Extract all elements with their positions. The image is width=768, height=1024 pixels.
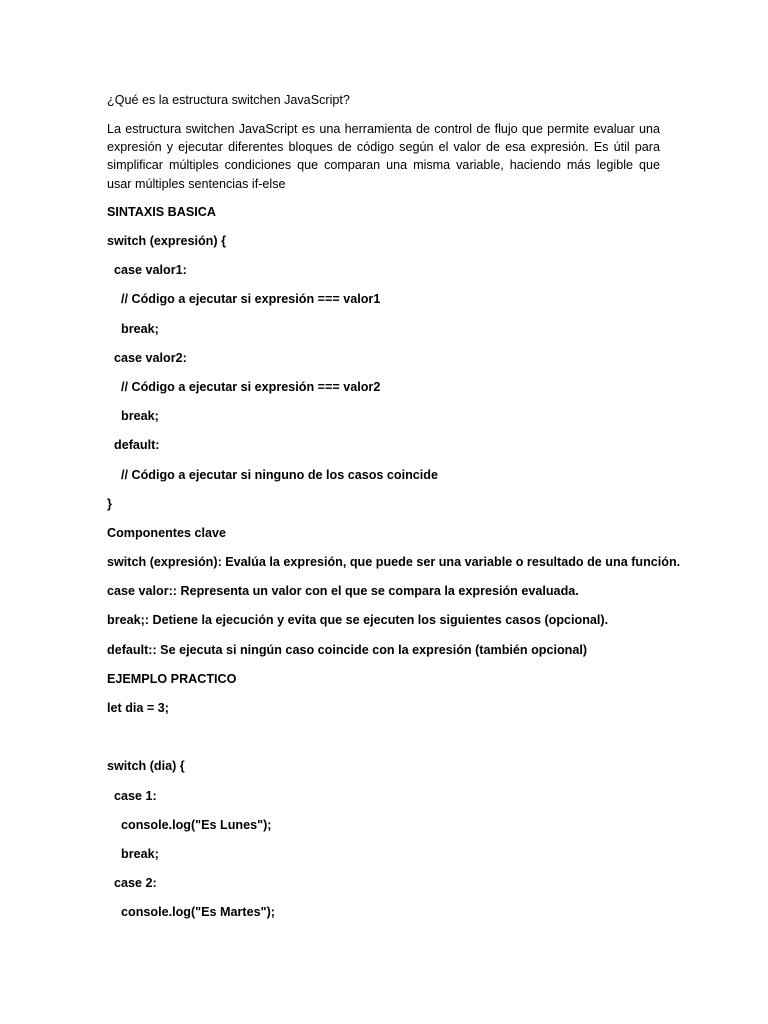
code-line: case 1: bbox=[107, 788, 157, 803]
code-line: case valor1: bbox=[107, 263, 187, 278]
code-line: case 2: bbox=[107, 876, 157, 891]
code-line: switch (expresión) { bbox=[107, 234, 226, 248]
code-line: default: bbox=[107, 438, 160, 453]
code-line: switch (dia) { bbox=[107, 759, 185, 774]
code-line: let dia = 3; bbox=[107, 701, 169, 715]
example-heading: EJEMPLO PRACTICO bbox=[107, 671, 237, 686]
code-line: break; bbox=[107, 321, 159, 336]
code-line: // Código a ejecutar si expresión === valor2 bbox=[107, 379, 381, 394]
document-page bbox=[107, 91, 681, 933]
code-line: console.log("Es Lunes"); bbox=[107, 817, 272, 832]
component-item: break;: Detiene la ejecución y evita que se ejecuten los siguientes casos (opcional). bbox=[107, 613, 609, 628]
code-line: // Código a ejecutar si ninguno de los casos coincide bbox=[107, 467, 439, 482]
code-line: case valor2: bbox=[107, 350, 187, 365]
code-line: // Código a ejecutar si expresión === valor1 bbox=[107, 292, 381, 307]
component-item: default:: Se ejecuta si ningún caso coincide con la expresión (también opcional) bbox=[107, 642, 588, 657]
code-line: break; bbox=[107, 409, 159, 424]
document-question: ¿Qué es la estructura switchen JavaScript? bbox=[107, 93, 350, 107]
code-line: console.log("Es Martes"); bbox=[107, 905, 275, 920]
syntax-heading: SINTAXIS BASICA bbox=[107, 204, 216, 219]
code-line: break; bbox=[107, 846, 159, 861]
components-heading: Componentes clave bbox=[107, 525, 226, 540]
component-item: case valor:: Representa un valor con el que se compara la expresión evaluada. bbox=[107, 584, 579, 599]
component-item: switch (expresión): Evalúa la expresión, que puede ser una variable o resultado de una función. bbox=[107, 555, 681, 570]
intro-paragraph: La estructura switchen JavaScript es una herramienta de control de flujo que permite evaluar una expresión y ejecutar diferentes bloques de código según el valor de esa expresión. Es útil para simplificar múltiples condiciones que comparan una misma variable, haciendo más legible que usar múltiples sentencias if-else bbox=[107, 122, 660, 191]
blank-line bbox=[107, 728, 660, 757]
code-line: } bbox=[107, 496, 112, 511]
